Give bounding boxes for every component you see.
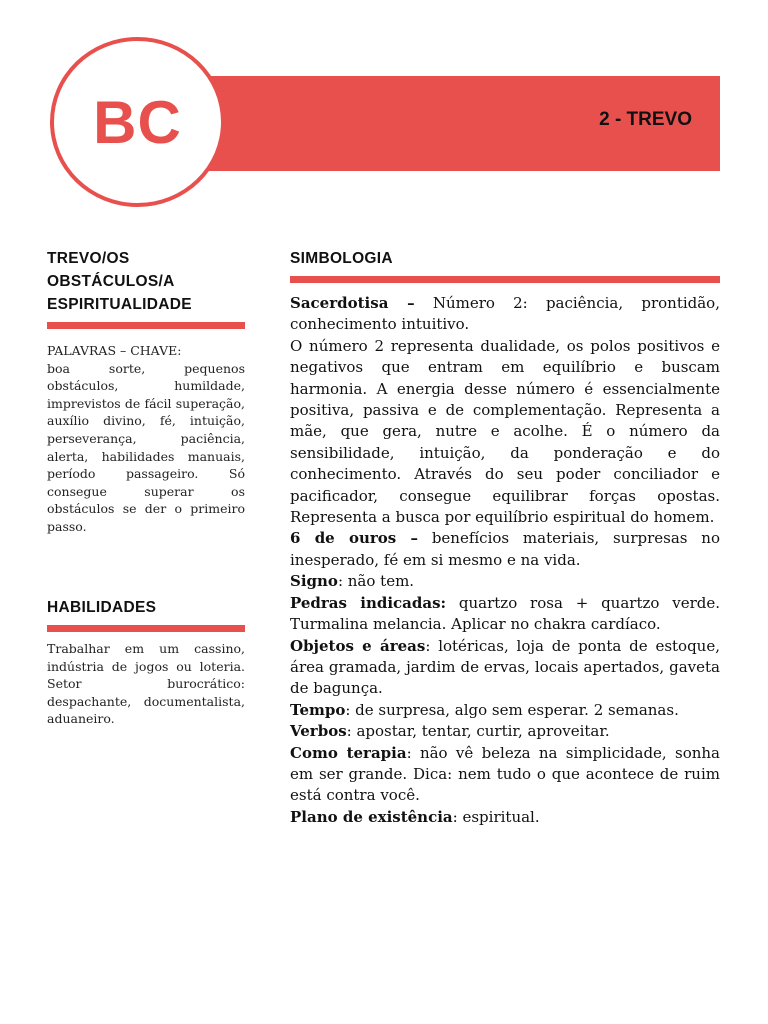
header-banner: [200, 76, 720, 171]
verbos-label: Verbos: [290, 722, 347, 741]
keywords-block: [47, 342, 245, 536]
numero-paragraph: O número 2 representa dualidade, os polos positivos e negativos que entram em equilíbrio e buscam harmonia. A energia desse número é essencialmente positiva, passiva e de complementação. Representa a mãe, que gera, nutre e acolhe. É o número da sensibilidade, intuição, da ponderação e do conhecimento. Através do seu poder conciliador e pacificador, consegue equilibrar forças opostas. Representa a busca por equilíbrio espiritual do homem.: [290, 336, 720, 527]
simbologia-title: SIMBOLOGIA: [290, 250, 393, 267]
ouros-line: [290, 528, 720, 571]
sacerdotisa-label: Sacerdotisa –: [290, 294, 415, 312]
sacerdotisa-text: Número 2: paciência, prontidão, conhecimento intuitivo.: [290, 294, 720, 334]
plano-label: Plano de existência: [290, 807, 453, 826]
pedras-text: quartzo rosa + quartzo verde. Turmalina melancia. Aplicar no chakra cardíaco.: [290, 593, 720, 634]
divider: [47, 625, 245, 632]
terapia-text: : não vê beleza na simplicidade, sonha em ser grande. Dica: nem tudo o que acontece de ruim está contra você.: [290, 743, 720, 805]
simbologia-body: [290, 293, 720, 828]
tempo-line: [290, 700, 720, 721]
habilidades-section: [47, 596, 245, 632]
pedras-label: Pedras indicadas:: [290, 593, 447, 612]
terapia-line: [290, 743, 720, 807]
logo-badge: [50, 37, 225, 207]
logo-text: BC: [93, 88, 182, 156]
habilidades-title: HABILIDADES: [47, 599, 157, 616]
tempo-label: Tempo: [290, 700, 346, 719]
divider: [290, 276, 720, 283]
objetos-line: [290, 636, 720, 700]
signo-text: : não tem.: [337, 572, 415, 591]
card-title: 2 - TREVO: [599, 109, 692, 130]
pedras-line: [290, 593, 720, 636]
terapia-label: Como terapia: [290, 743, 407, 762]
plano-text: : espiritual.: [452, 807, 540, 826]
tempo-text: : de surpresa, algo sem esperar. 2 semanas.: [345, 700, 679, 719]
signo-label: Signo: [290, 572, 338, 591]
ouros-text: benefícios materiais, surpresas no inesperado, fé em si mesmo e na vida.: [290, 529, 720, 569]
simbologia-section: [290, 247, 720, 828]
objetos-text: : lotéricas, loja de ponta de estoque, área gramada, jardim de ervas, locais apertados, gaveta de bagunça.: [290, 636, 720, 698]
verbos-text: : apostar, tentar, curtir, aproveitar.: [346, 722, 610, 741]
verbos-line: [290, 721, 720, 742]
keywords-label: PALAVRAS – CHAVE:: [47, 343, 182, 358]
sacerdotisa-line: [290, 293, 720, 336]
plano-line: [290, 807, 720, 828]
divider: [47, 322, 245, 329]
keywords-text: boa sorte, pequenos obstáculos, humildade, imprevistos de fácil superação, auxílio divino, fé, intuição, perseverança, paciência, alerta, habilidades manuais, período passageiro. Só consegue superar os obstáculos se der o primeiro passo.: [47, 360, 245, 534]
objetos-label: Objetos e áreas: [290, 636, 426, 655]
signo-line: [290, 571, 720, 592]
habilidades-text: Trabalhar em um cassino, indústria de jogos ou loteria. Setor burocrático: despachante, documentalista, aduaneiro.: [47, 641, 245, 727]
ouros-label: 6 de ouros –: [290, 529, 419, 548]
left-column: [47, 247, 245, 536]
left-title: TREVO/OS OBSTÁCULOS/A ESPIRITUALIDADE: [47, 250, 192, 313]
